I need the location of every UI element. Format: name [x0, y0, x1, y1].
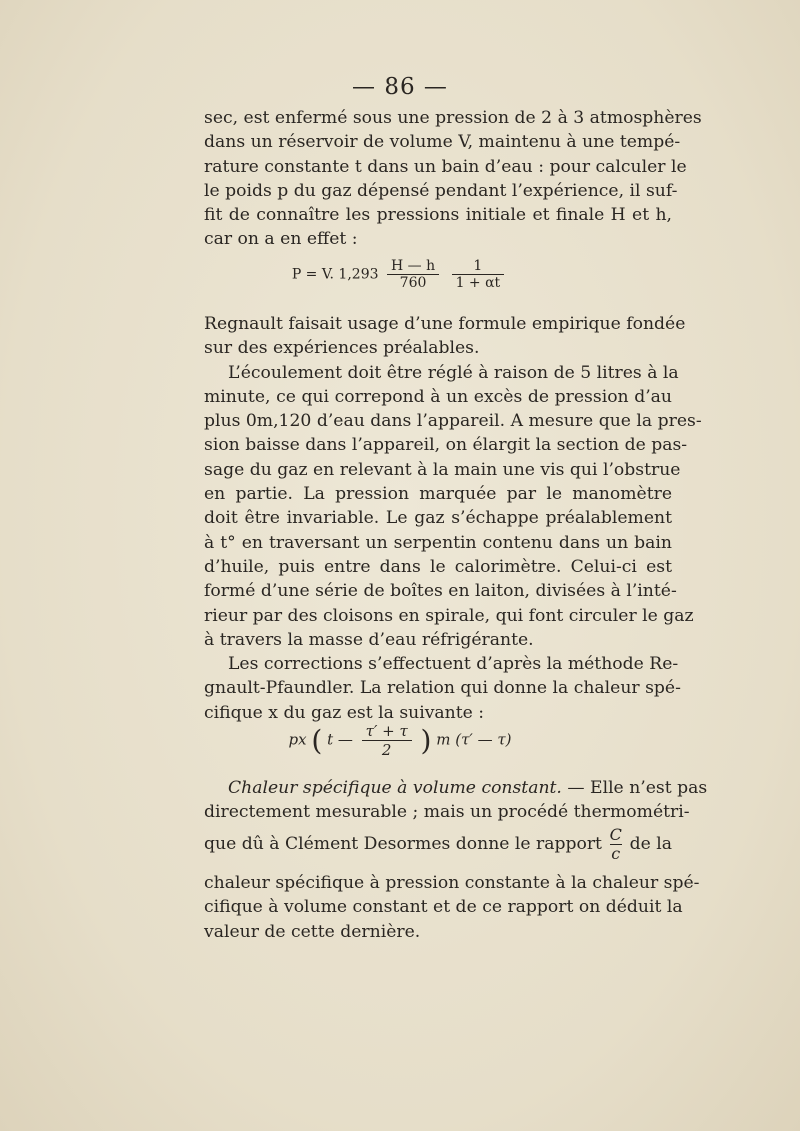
text-line: le poids p du gaz dépensé pendant l’expérience, il suf-	[204, 180, 678, 201]
text-line	[204, 776, 708, 800]
text-line: plus 0m,120 d’eau dans l’appareil. A mesure que la pres-	[204, 411, 702, 432]
open-paren-icon: (	[311, 724, 323, 757]
equation-term: t —	[327, 730, 353, 749]
text-line: rature constante t dans un bain d’eau : pour calculer le	[204, 156, 687, 177]
heading-continuation: — Elle n’est pas	[561, 778, 708, 798]
fraction-numerator: C	[609, 825, 622, 844]
rapport-text: que dû à Clément Desormes donne le rapport	[204, 834, 602, 855]
text-line: chaleur spécifique à pression constante à la chaleur spé-	[204, 873, 700, 893]
text-line: cifique x du gaz est la suivante :	[204, 702, 485, 723]
equation-fraction	[452, 258, 505, 291]
text-line: sec, est enfermé sous une pression de 2 à 3 atmosphères	[204, 108, 702, 128]
fraction-denominator: 760	[399, 275, 427, 291]
fraction-numerator: τ′ + τ	[362, 722, 412, 741]
fraction-denominator: 2	[381, 741, 392, 759]
text-line: car on a en effet :	[204, 229, 358, 250]
rapport-text-end: de la	[629, 834, 672, 855]
text-line: fit de connaître les pressions initiale et finale H et h,	[204, 205, 672, 226]
paragraph-5	[204, 776, 708, 825]
paragraph-1	[204, 106, 702, 252]
text-line: dans un réservoir de volume V, maintenu à une tempé-	[204, 132, 681, 153]
text-line: valeur de cette dernière.	[204, 921, 421, 942]
text-line: à travers la masse d’eau réfrigérante.	[204, 629, 534, 650]
fraction-denominator: c	[611, 844, 621, 863]
text-line: en partie. La pression marquée par le manomètre	[204, 484, 672, 505]
text-line: à t° en traversant un serpentin contenu dans un bain	[204, 532, 672, 553]
text-line: minute, ce qui correpond à un excès de pression d’au	[204, 386, 672, 407]
text-line: Regnault faisait usage d’une formule empirique fondée	[204, 314, 686, 334]
close-paren-icon: )	[420, 724, 432, 757]
rapport-line	[204, 826, 672, 863]
paragraph-2	[204, 312, 702, 725]
equation-rhs: m (τ′ — τ)	[436, 730, 512, 749]
equation-fraction	[362, 722, 412, 759]
paragraph-5-continued	[204, 825, 700, 944]
section-heading: Chaleur spécifique à volume constant.	[228, 778, 562, 798]
text-line: sage du gaz en relevant à la main une vis qui l’obstrue	[204, 459, 681, 480]
page-number: — 86 —	[352, 74, 448, 100]
fraction-numerator: H — h	[387, 258, 439, 275]
text-line: Les corrections s’effectuent d’après la méthode Re-	[228, 654, 679, 675]
text-line: sur des expériences préalables.	[204, 338, 480, 359]
text-line: cifique à volume constant et de ce rapport on déduit la	[204, 897, 683, 918]
text-line: rieur par des cloisons en spirale, qui font circuler le gaz	[204, 605, 694, 626]
text-line: gnault-Pfaundler. La relation qui donne la chaleur spé-	[204, 678, 681, 699]
text-line: formé d’une série de boîtes en laiton, divisées à l’inté-	[204, 581, 677, 602]
equation-lhs: px	[288, 730, 307, 749]
text-line: sion baisse dans l’appareil, on élargit la section de pas-	[204, 435, 688, 456]
equation-fraction	[387, 258, 439, 291]
fraction-denominator: 1 + αt	[455, 275, 501, 291]
ratio-fraction	[610, 826, 622, 863]
text-line: directement mesurable ; mais un procédé thermométri-	[204, 802, 690, 823]
pressure-equation	[0, 258, 800, 291]
fraction-numerator: 1	[452, 258, 505, 275]
specific-heat-equation	[0, 722, 800, 759]
text-line: d’huile, puis entre dans le calorimètre. Celui-ci est	[204, 556, 672, 577]
equation-lhs: P = V. 1,293	[291, 266, 379, 283]
text-line: doit être invariable. Le gaz s’échappe préalablement	[204, 508, 672, 529]
text-line: L’écoulement doit être réglé à raison de 5 litres à la	[228, 362, 679, 383]
